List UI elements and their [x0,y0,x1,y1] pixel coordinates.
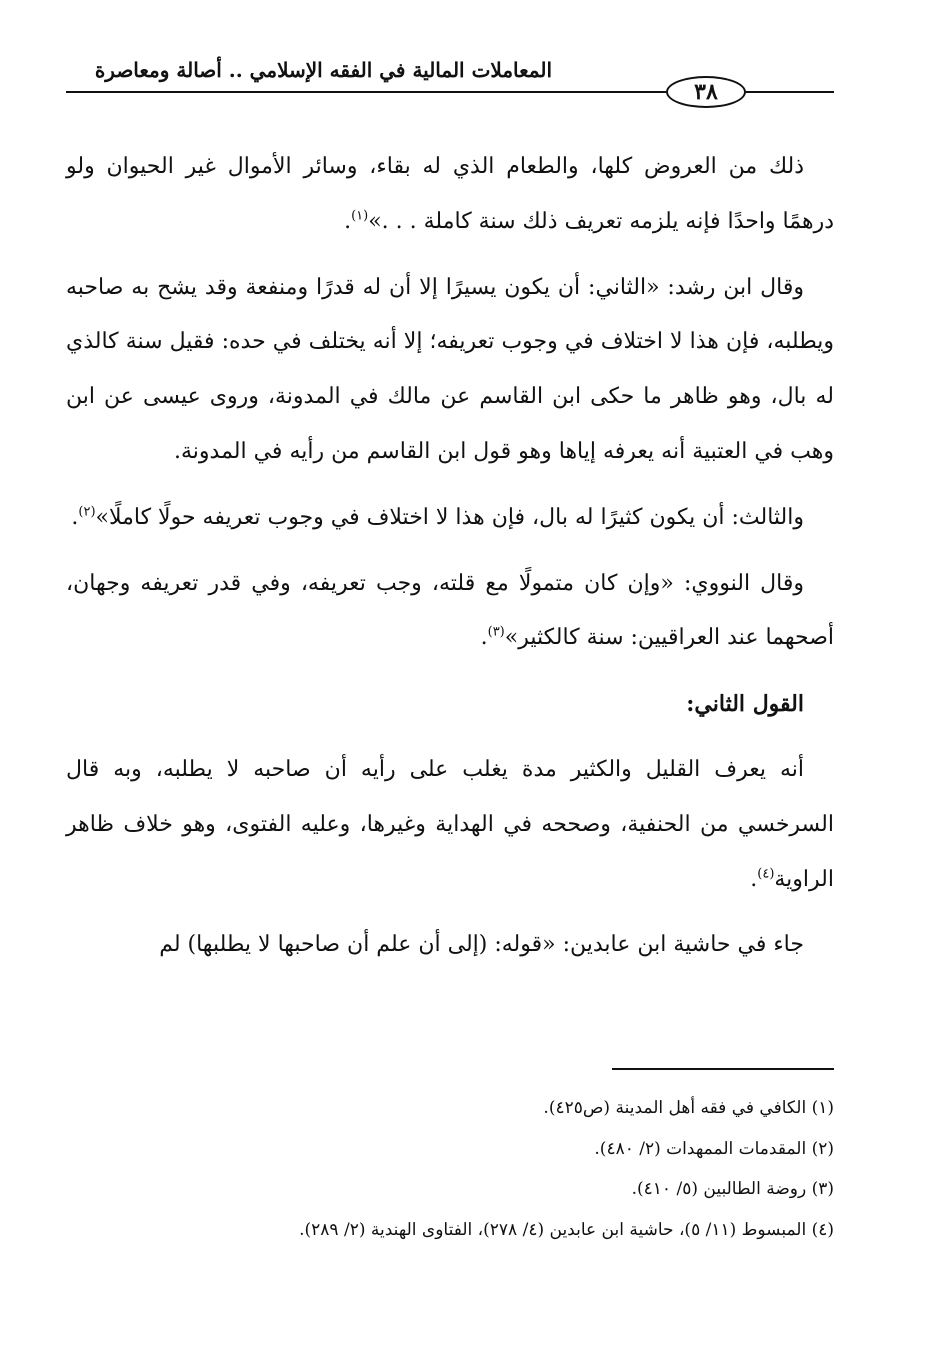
paragraph-5-text: أنه يعرف القليل والكثير مدة يغلب على رأيه أن صاحبه لا يطلبه، وبه قال السرخسي من الحنفية، وصححه في الهداية وغيرها، وعليه الفتوى، وهو خلاف ظاهر الراوية [66,756,834,892]
footnote-ref-4: (٤) [757,866,775,882]
footnote-ref-2: (٢) [78,504,96,520]
paragraph-3 [66,491,834,546]
paragraph-3-end: . [71,504,79,530]
section-heading: القول الثاني: [686,691,804,718]
paragraph-4-text: وقال النووي: «وإن كان متمولًا مع قلته، وجب تعريفه، وفي قدر تعريفه وجهان، أصحهما عند العراقيين: سنة كالكثير» [66,570,834,651]
paragraph-5 [66,743,834,907]
footnote-4: (٤) المبسوط (١١/ ٥)، حاشية ابن عابدين (٤/ ٢٧٨)، الفتاوى الهندية (٢/ ٢٨٩). [299,1219,834,1240]
main-text [66,140,834,984]
paragraph-1-end: . [344,208,352,234]
footnote-3: (٣) روضة الطالبين (٥/ ٤١٠). [631,1179,834,1199]
footnote-separator [612,1068,834,1070]
paragraph-4 [66,557,834,667]
paragraph-5-end: . [750,866,758,892]
footnote-2: (٢) المقدمات الممهدات (٢/ ٤٨٠). [594,1138,834,1159]
header-rule [66,91,666,93]
footnote-1: (١) الكافي في فقه أهل المدينة (ص٤٢٥). [543,1098,834,1118]
paragraph-6: جاء في حاشية ابن عابدين: «قوله: (إلى أن علم أن صاحبها لا يطلبها) لم [159,932,804,958]
footnote-ref-1: (١) [351,208,369,224]
paragraph-1 [66,140,834,250]
paragraph-3-text: والثالث: أن يكون كثيرًا له بال، فإن هذا لا اختلاف في وجوب تعريفه حولًا كاملًا» [95,504,804,530]
header-rule-right [746,91,834,93]
paragraph-1-text: ذلك من العروض كلها، والطعام الذي له بقاء، وسائر الأموال غير الحيوان ولو درهمًا واحدًا فإنه يلزمه تعريف ذلك سنة كاملة . . .» [66,154,834,234]
page-number: ٣٨ [666,76,746,108]
footnotes [66,1088,834,1250]
footnote-ref-3: (٣) [487,625,505,641]
paragraph-4-end: . [480,625,488,651]
running-title: المعاملات المالية في الفقه الإسلامي .. أصالة ومعاصرة [94,58,552,82]
paragraph-2: وقال ابن رشد: «الثاني: أن يكون يسيرًا إلا أن له قدرًا ومنفعة وقد يشح به صاحبه ويطلبه، فإن هذا لا اختلاف في وجوب تعريفه؛ إلا أنه يختلف في حده: فقيل سنة كالذي له بال، وهو ظاهر ما حكى ابن القاسم عن مالك في المدونة، وروى عيسى عن ابن وهب في العتبية أنه يعرفه إياها وهو قول ابن القاسم من رأيه في المدونة. [66,274,834,464]
